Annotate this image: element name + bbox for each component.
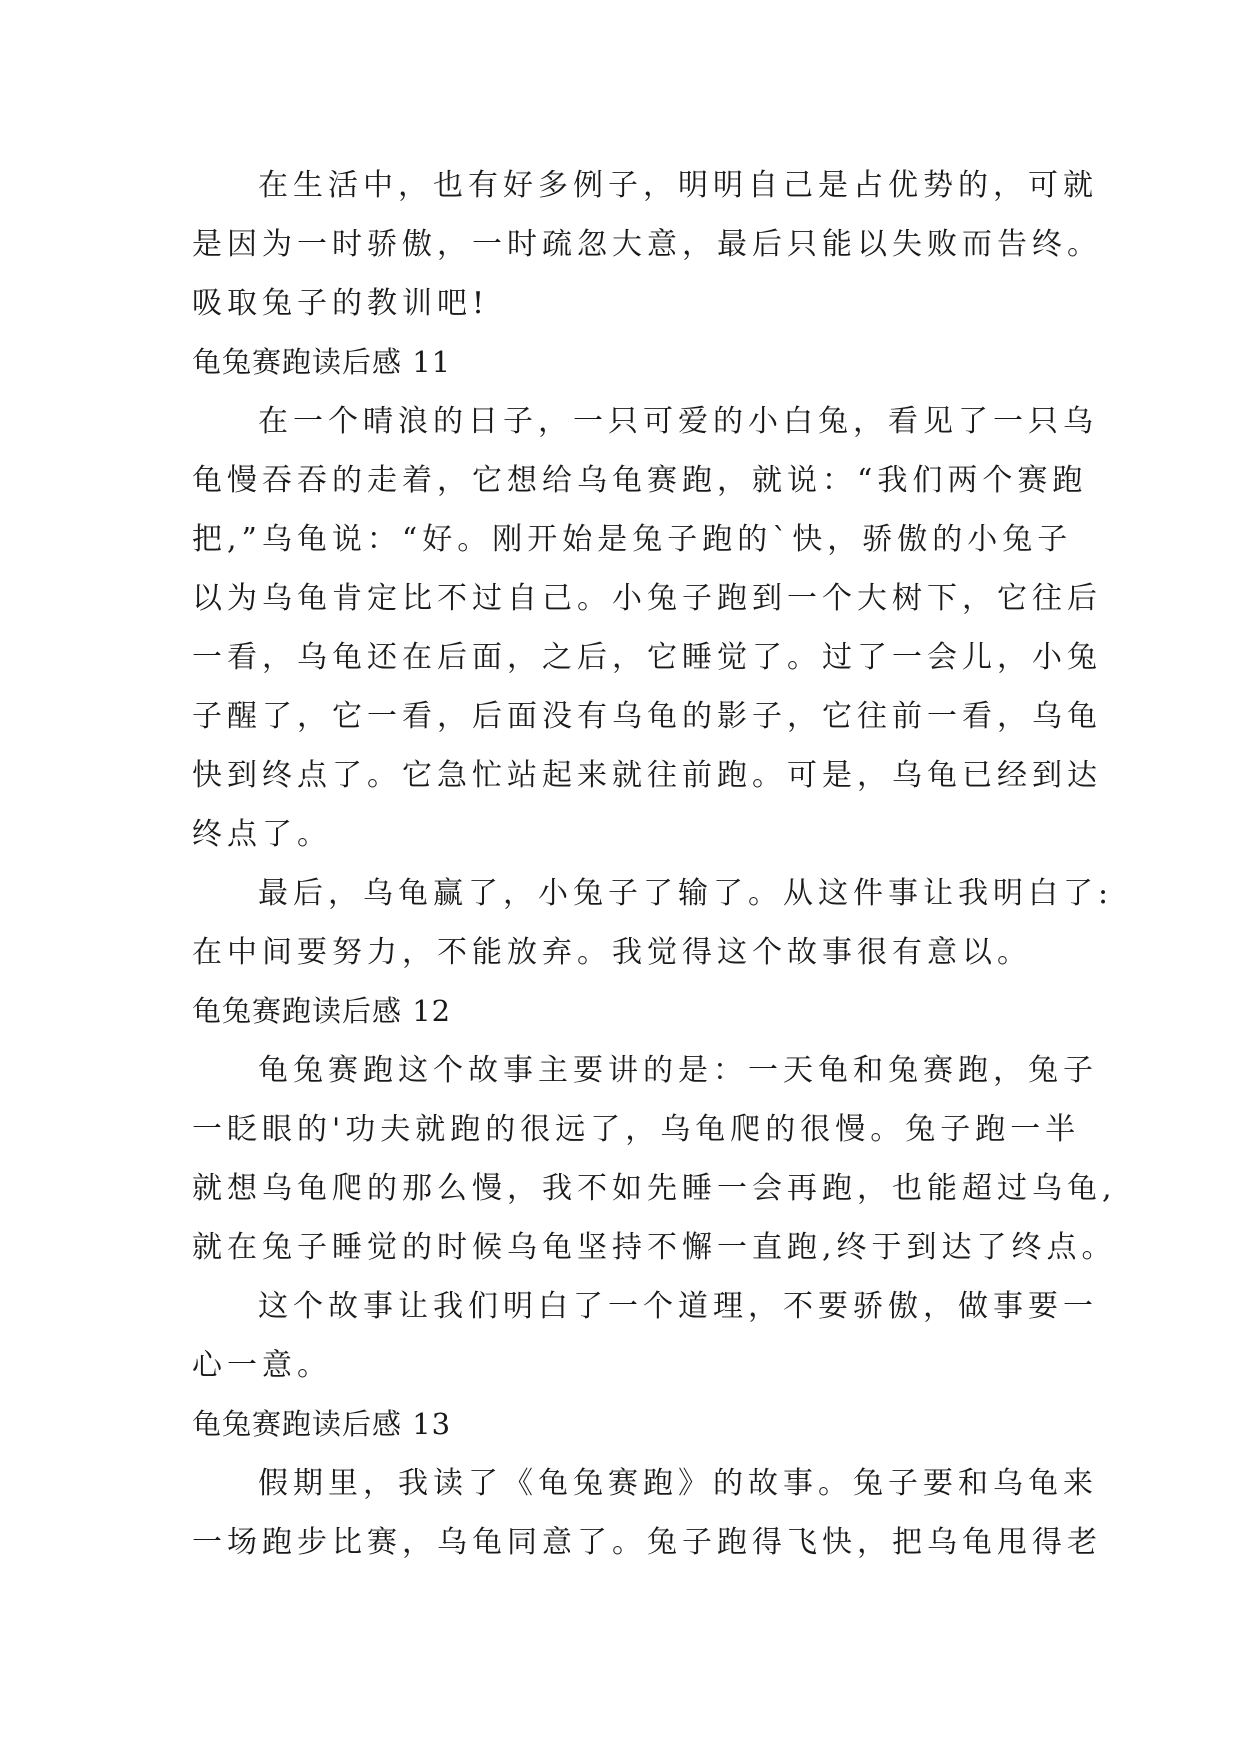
text-line: 最后，乌龟赢了，小兔子了输了。从这件事让我明白了:	[258, 876, 1114, 911]
text-line: 一场跑步比赛，乌龟同意了。兔子跑得飞快，把乌龟甩得老	[192, 1525, 1102, 1560]
text-line: 龟慢吞吞的走着，它想给乌龟赛跑，就说：“我们两个赛跑	[192, 463, 1088, 498]
text-line: 心一意。	[192, 1348, 332, 1383]
text-line: 是因为一时骄傲，一时疏忽大意，最后只能以失败而告终。	[192, 227, 1102, 262]
text-line: 在一个晴浪的日子，一只可爱的小白兔，看见了一只乌	[258, 404, 1098, 439]
text-line: 以为乌龟肯定比不过自己。小兔子跑到一个大树下，它往后	[192, 581, 1102, 616]
text-line: 在生活中，也有好多例子，明明自己是占优势的，可就	[258, 168, 1098, 203]
text-line: 这个故事让我们明白了一个道理，不要骄傲，做事要一	[258, 1289, 1098, 1324]
text-line: 终点了。	[192, 817, 332, 852]
text-line: 龟兔赛跑这个故事主要讲的是：一天龟和兔赛跑，兔子	[258, 1053, 1098, 1088]
section-heading: 龟兔赛跑读后感 12	[192, 994, 452, 1028]
text-line: 一看，乌龟还在后面，之后，它睡觉了。过了一会儿，小兔	[192, 640, 1102, 675]
document-body	[192, 156, 1117, 1572]
section-heading: 龟兔赛跑读后感 11	[192, 345, 452, 379]
text-line: 就在兔子睡觉的时候乌龟坚持不懈一直跑,终于到达了终点。	[192, 1230, 1117, 1265]
text-line: 一眨眼的'功夫就跑的很远了，乌龟爬的很慢。兔子跑一半	[192, 1112, 1081, 1147]
text-line: 把,”乌龟说：“好。刚开始是兔子跑的`快，骄傲的小兔子	[192, 522, 1073, 557]
text-line: 子醒了，它一看，后面没有乌龟的影子，它往前一看，乌龟	[192, 699, 1102, 734]
section-heading: 龟兔赛跑读后感 13	[192, 1407, 452, 1441]
text-line: 就想乌龟爬的那么慢，我不如先睡一会再跑，也能超过乌龟,	[192, 1171, 1117, 1206]
text-line: 吸取兔子的教训吧!	[192, 286, 490, 321]
text-line: 在中间要努力，不能放弃。我觉得这个故事很有意以。	[192, 935, 1032, 970]
text-line: 假期里，我读了《龟兔赛跑》的故事。兔子要和乌龟来	[258, 1466, 1098, 1501]
text-line: 快到终点了。它急忙站起来就往前跑。可是，乌龟已经到达	[192, 758, 1102, 793]
